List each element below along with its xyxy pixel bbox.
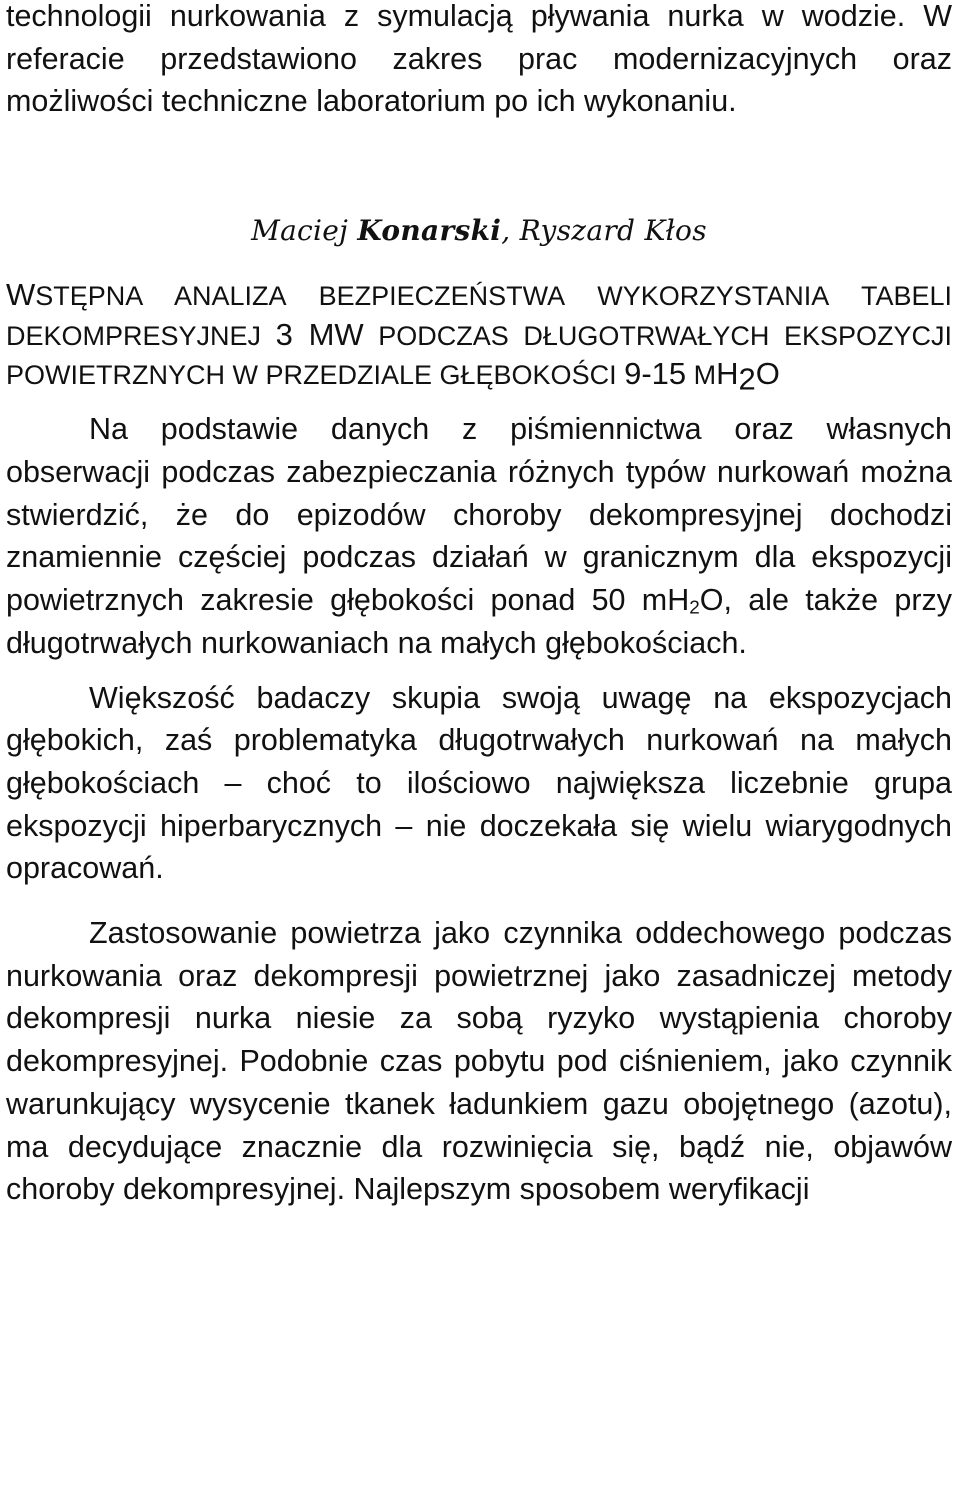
authors-line xyxy=(6,211,952,251)
title-part-1: STĘPNA ANALIZA BEZPIECZEŃSTWA WYKORZYSTANIA TABELI DEKOMPRESYJNEJ xyxy=(6,281,952,351)
title-unit-m: M xyxy=(686,359,717,390)
title-part-2: PODCZAS DŁUGOTRWAŁYCH EKSPOZYCJI POWIETRZNYCH W PRZEDZIALE GŁĘBOKOŚCI xyxy=(6,320,953,390)
article-title xyxy=(6,276,953,397)
title-unit-subscript: 2 xyxy=(738,361,756,397)
author-separator: , xyxy=(501,214,520,248)
title-unit-o: O xyxy=(755,355,780,391)
title-table-name: 3 MW xyxy=(275,316,364,352)
document-page xyxy=(6,0,952,1211)
paragraph-1-text-before: Na podstawie danych z piśmiennictwa oraz własnych obserwacji podczas zabezpieczania różnych typów nurkowań można stwierdzić, że do epizodów choroby dekompresyjnej dochodzi znamiennie częściej podczas działań w granicznym dla ekspozycji powietrznych zakresie głębokości ponad 50 mH xyxy=(6,412,952,618)
title-unit-h: H xyxy=(716,355,739,391)
paragraph-1 xyxy=(6,408,952,664)
second-author: Ryszard Kłos xyxy=(519,214,707,248)
paragraph-1-text-after: O, ale także przy długotrwałych nurkowaniach na małych głębokościach. xyxy=(6,583,952,660)
first-author-given-name: Maciej xyxy=(251,214,358,248)
title-initial-letter: W xyxy=(6,277,36,313)
paragraph-2: Większość badaczy skupia swoją uwagę na ekspozycjach głębokich, zaś problematyka długotrwałych nurkowań na małych głębokościach – choć to ilościowo największa liczebnie grupa ekspozycji hiperbarycznych – nie doczekała się wielu wiarygodnych opracowań. xyxy=(6,680,952,886)
title-depth-range: 9-15 xyxy=(624,355,687,391)
first-author-surname: Konarski xyxy=(357,214,502,248)
paragraph-1-subscript: 2 xyxy=(689,597,700,619)
intro-paragraph: technologii nurkowania z symulacją pływania nurka w wodzie. W referacie przedstawiono zakres prac modernizacyjnych oraz możliwości techniczne laboratorium po ich wykonaniu. xyxy=(6,0,952,119)
paragraph-3: Zastosowanie powietrza jako czynnika oddechowego podczas nurkowania oraz dekompresji powietrznej jako zasadniczej metody dekompresji nurka niesie za sobą ryzyko wystąpienia choroby dekompresyjnej. Podobnie czas pobytu pod ciśnieniem, jako czynnik warunkujący wysycenie tkanek ładunkiem gazu obojętnego (azotu), ma decydujące znacznie dla rozwinięcia się, bądź nie, objawów choroby dekompresyjnej. Najlepszym sposobem weryfikacji xyxy=(6,916,952,1207)
